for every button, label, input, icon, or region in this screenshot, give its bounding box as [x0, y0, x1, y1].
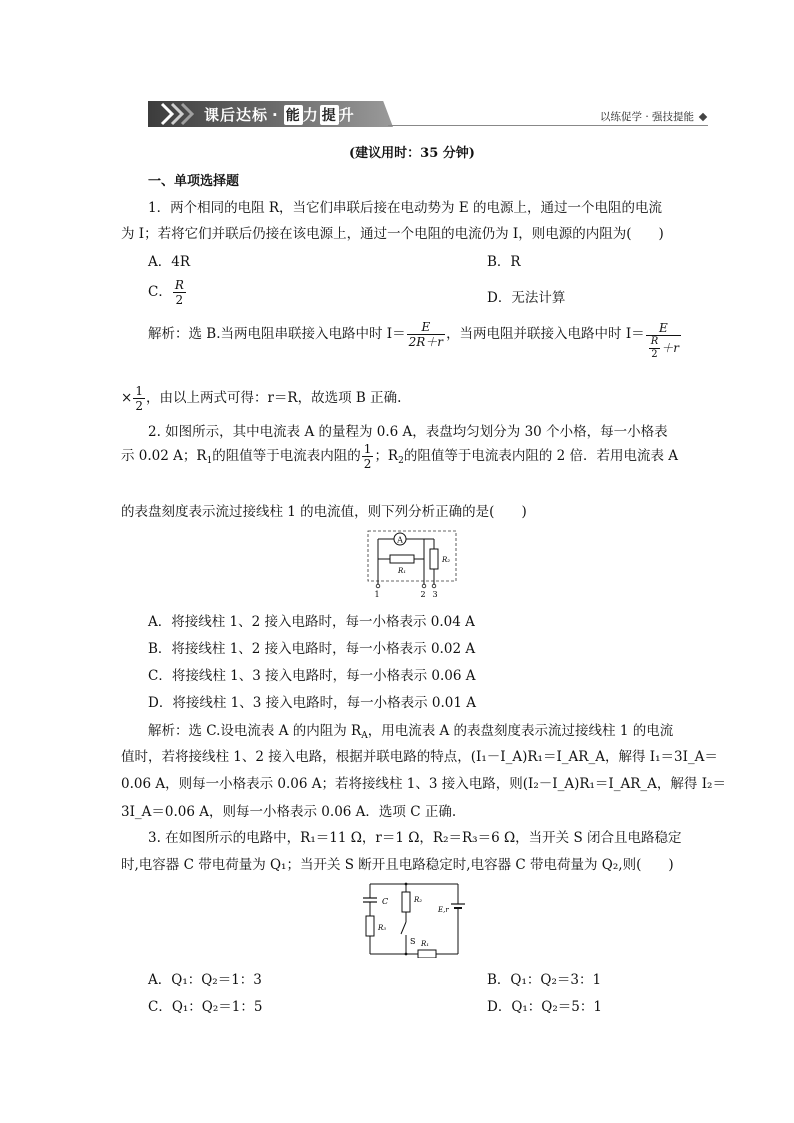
q2-solution-line4: 3I_A＝0.06 A，则每一小格表示 0.06 A．选项 C 正确. — [121, 804, 457, 820]
q3-stem-line2: 时,电容器 C 带电荷量为 Q₁；当开关 S 断开且电路稳定时,电容器 C 带电荷量为 Q₂,则( ) — [121, 857, 674, 873]
q2-circuit-diagram — [360, 525, 460, 600]
time-note: (建议用时：35 分钟) — [349, 146, 475, 161]
q1-solution-text: ，当两电阻并联接入电路中时 I＝ — [446, 326, 645, 342]
q3-r2-label: R₂ — [414, 896, 423, 904]
q2-solution-text: ，用电流表 A 的表盘刻度表示流过接线柱 1 的电流 — [367, 723, 674, 739]
q1-option-c-denominator: 2 — [175, 293, 184, 307]
banner-title-char: 能 — [284, 105, 303, 125]
chevron-arrows-icon — [158, 101, 202, 127]
q2-solution-line1: 解析：选 C.设电流表 A 的内阻为 $R_A$，用电流表 A 的表盘刻度表示流过接线柱 1 的电流 — [148, 723, 674, 741]
section-heading: 一、单项选择题 — [148, 174, 240, 189]
q1-solution-times: × — [121, 390, 133, 406]
q3-r1-label: R₁ — [421, 940, 430, 948]
q3-circuit-diagram — [358, 878, 468, 958]
banner-title — [204, 104, 355, 125]
q1-option-c-label: C． — [148, 284, 172, 300]
banner-slogan: 以练促学 · 强技提能 — [599, 111, 694, 123]
q1-option-c — [148, 278, 187, 307]
terminal-icon — [422, 584, 426, 588]
q2-terminal-2-label: 2 — [420, 590, 426, 599]
q2-stem-half-num: 1 — [363, 442, 372, 456]
q1-solution-frac1-num: E — [407, 320, 445, 335]
q2-stem-text: 的阻值等于电流表内阻的 2 倍．若用电流表 A — [403, 448, 679, 464]
junction-dot — [405, 953, 408, 956]
resistor-r2-icon — [430, 549, 438, 569]
q2-option-d: D．将接线柱 1、3 接入电路时，每一小格表示 0.01 A — [148, 695, 476, 711]
q1-solution-text: ，由以上两式可得：r＝R，故选项 B 正确. — [145, 390, 402, 406]
resistor-r2-icon — [402, 892, 410, 912]
q1-solution-frac2-tail: ＋r — [661, 341, 679, 355]
q3-capacitor-label: C — [382, 897, 389, 906]
q1-option-a: A．4R — [148, 254, 191, 270]
resistor-r1-icon — [418, 950, 436, 958]
q2-terminal-1-label: 1 — [374, 590, 380, 599]
q3-option-c: C．Q₁：Q₂＝1：5 — [148, 999, 263, 1015]
q3-switch-label: S — [410, 937, 416, 946]
q2-stem-text: 示 0.02 A；R — [121, 448, 207, 464]
resistor-r3-icon — [366, 916, 374, 936]
q2-option-a: A．将接线柱 1、2 接入电路时，每一小格表示 0.04 A — [148, 614, 475, 630]
q3-stem-line1: 3. 在如图所示的电路中，R₁＝11 Ω，r＝1 Ω，R₂＝R₃＝6 Ω，当开关 S 闭合且电路稳定 — [148, 830, 682, 846]
q3-option-a: A．Q₁：Q₂＝1：3 — [148, 972, 262, 988]
q1-stem-line1: 1．两个相同的电阻 R，当它们串联后接在电动势为 E 的电源上，通过一个电阻的电流 — [148, 200, 662, 216]
banner-title-char: 力 — [302, 106, 319, 124]
banner-title-separator: · — [272, 106, 279, 124]
resistor-r1-icon — [390, 555, 414, 563]
q2-solution-line3: 0.06 A，则每一小格表示 0.06 A；若将接线柱 1、3 接入电路，则(I₂－I_A)R₁＝I_AR_A，解得 I₂＝ — [121, 776, 726, 792]
q1-stem-line2: 为 I；若将它们并联后仍接在该电源上，通过一个电阻的电流仍为 I，则电源的内阻为( ) — [121, 226, 664, 242]
q2-stem-half-den: 2 — [363, 457, 372, 471]
q1-solution-frac2-num: E — [646, 321, 681, 336]
q2-ammeter-label: A — [397, 535, 403, 545]
q2-option-c: C．将接线柱 1、3 接入电路时，每一小格表示 0.06 A — [148, 668, 476, 684]
q2-terminal-3-label: 3 — [432, 590, 438, 599]
q2-stem-text: ；R — [374, 448, 399, 464]
banner-title-part1: 课后达标 — [204, 106, 269, 124]
q2-stem-text: 的阻值等于电流表内阻的 — [212, 448, 361, 464]
terminal-icon — [376, 584, 380, 588]
q1-solution-frac1-den: 2R＋r — [408, 335, 444, 349]
q1-option-c-numerator: R — [174, 278, 184, 292]
q2-option-b: B．将接线柱 1、2 接入电路时，每一小格表示 0.02 A — [148, 641, 476, 657]
q3-source-label: E,r — [438, 906, 449, 914]
q3-option-b: B．Q₁：Q₂＝3：1 — [487, 972, 602, 988]
q1-option-d: D．无法计算 — [487, 290, 566, 306]
q1-option-b: B．R — [487, 254, 521, 270]
q1-solution-half-num: 1 — [135, 384, 143, 398]
switch-icon — [401, 922, 406, 934]
q2-r2-label: R₂ — [441, 556, 451, 564]
q2-stem-line1: 2. 如图所示，其中电流表 A 的量程为 0.6 A，表盘均匀划分为 30 个小格，每一小格表 — [148, 424, 668, 440]
q1-solution-line2 — [121, 384, 401, 413]
banner-underline — [388, 125, 708, 126]
terminal-icon — [432, 584, 436, 588]
q2-stem-line2: 示 0.02 A；$R_1$的阻值等于电流表内阻的 $\frac{1}{2}$ ；$R_2$的阻值等于电流表内阻的 2 倍．若用电流表 A — [121, 442, 679, 471]
banner-title-char: 提 — [320, 105, 339, 125]
q3-r3-label: R₃ — [378, 924, 387, 932]
q1-solution-frac2-inner-den: 2 — [651, 349, 658, 360]
q3-option-d: D．Q₁：Q₂＝5：1 — [487, 999, 602, 1015]
banner-title-char: 升 — [338, 106, 355, 124]
q1-solution-line1 — [148, 320, 682, 361]
junction-dot — [405, 883, 408, 886]
section-banner — [148, 101, 708, 127]
q2-solution-line2: 值时，若将接线柱 1、2 接入电路，根据并联电路的特点，(I₁－I_A)R₁＝I_AR_A，解得 I₁＝3I_A＝ — [121, 749, 718, 765]
q1-solution-frac2-inner-num: R — [650, 336, 659, 347]
q2-stem-line3: 的表盘刻度表示流过接线柱 1 的电流值，则下列分析正确的是( ) — [121, 504, 527, 520]
diamond-icon — [699, 113, 707, 121]
q2-r1-label: R₁ — [397, 567, 407, 575]
q1-solution-text: 解析：选 B.当两电阻串联接入电路中时 I＝ — [148, 326, 406, 342]
q2-solution-text: 解析：选 C.设电流表 A 的内阻为 R — [148, 723, 362, 739]
q1-solution-half-den: 2 — [135, 399, 143, 413]
